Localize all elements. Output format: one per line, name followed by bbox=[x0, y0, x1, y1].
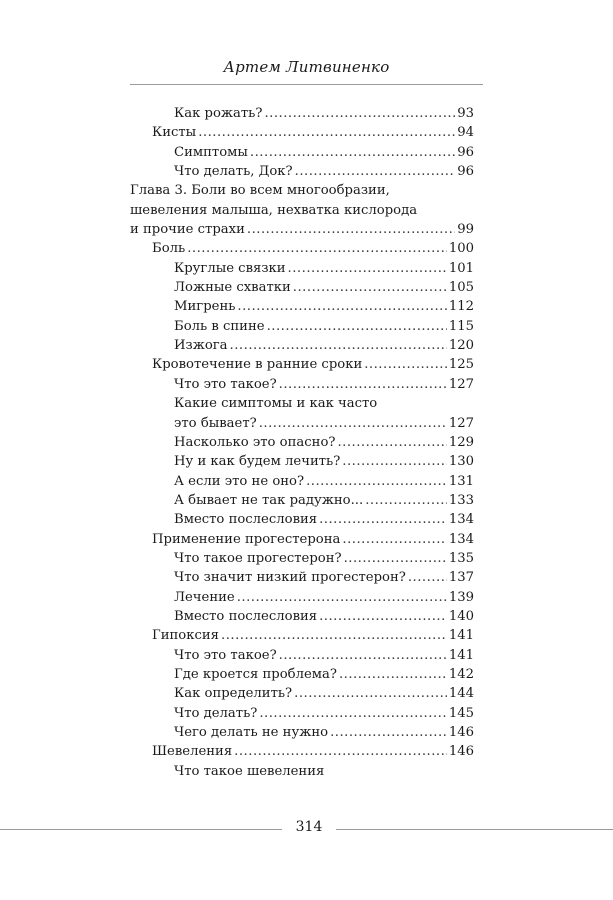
toc-entry-title: Ложные схватки bbox=[174, 280, 291, 296]
dot-leader bbox=[230, 336, 447, 355]
toc-entry-title: Применение прогестерона bbox=[152, 531, 341, 547]
dot-leader bbox=[365, 491, 447, 510]
dot-leader bbox=[319, 510, 447, 529]
dot-leader bbox=[408, 568, 447, 587]
toc-entry bbox=[130, 336, 474, 355]
toc-entry-title: Симптомы bbox=[174, 144, 248, 160]
dot-leader bbox=[288, 259, 447, 278]
dot-leader bbox=[319, 607, 447, 626]
dot-leader bbox=[342, 452, 447, 471]
toc-entry bbox=[130, 704, 474, 723]
page-number: 314 bbox=[295, 819, 323, 835]
toc-entry bbox=[130, 278, 474, 297]
toc-entry-page: 137 bbox=[448, 570, 474, 586]
toc-entry bbox=[130, 530, 474, 549]
dot-leader bbox=[294, 684, 447, 703]
toc-entry-title: это бывает? bbox=[174, 415, 257, 431]
dot-leader bbox=[247, 220, 455, 239]
toc-entry-page: 101 bbox=[448, 260, 474, 276]
dot-leader bbox=[364, 355, 447, 374]
toc-entry-title: Мигрень bbox=[174, 299, 236, 315]
toc-entry-page: 99 bbox=[457, 222, 474, 238]
toc-entry-title: Гипоксия bbox=[152, 628, 219, 644]
toc-entry bbox=[130, 723, 474, 742]
dot-leader bbox=[279, 646, 447, 665]
toc-entry-title: Что такое прогестерон? bbox=[174, 550, 342, 566]
toc-entry bbox=[130, 181, 474, 200]
dot-leader bbox=[259, 704, 446, 723]
toc-entry-page: 94 bbox=[457, 125, 474, 141]
toc-entry bbox=[130, 220, 474, 239]
toc-entry-page: 141 bbox=[448, 647, 474, 663]
toc-entry-page: 112 bbox=[448, 299, 474, 315]
toc-entry bbox=[130, 491, 474, 510]
toc-entry bbox=[130, 549, 474, 568]
toc-entry-title: Чего делать не нужно bbox=[174, 725, 329, 740]
toc-entry-title: Боль в спине bbox=[174, 318, 265, 334]
dot-leader bbox=[330, 723, 447, 742]
toc-entry-title: А если это не оно? bbox=[174, 473, 305, 489]
toc-entry-title: Вместо послесловия bbox=[174, 512, 318, 528]
toc-entry-title: Лечение bbox=[174, 589, 235, 605]
toc-entry-page: 115 bbox=[448, 318, 474, 334]
dot-leader bbox=[295, 162, 456, 181]
dot-leader bbox=[221, 626, 447, 645]
toc-entry bbox=[130, 510, 474, 529]
toc-entry-title: А бывает не так радужно... bbox=[174, 492, 364, 508]
dot-leader bbox=[306, 472, 447, 491]
toc-entry-title: Как рожать? bbox=[174, 106, 263, 121]
toc-entry bbox=[130, 297, 474, 316]
toc-entry-page: 100 bbox=[448, 241, 474, 257]
toc-entry bbox=[130, 162, 474, 181]
toc-entry-title: Как определить? bbox=[174, 686, 293, 702]
toc-entry bbox=[130, 201, 474, 220]
table-of-contents bbox=[130, 104, 474, 781]
toc-entry bbox=[130, 626, 474, 645]
toc-entry-title: Что делать, Док? bbox=[174, 164, 293, 180]
toc-entry-title: шевеления малыша, нехватка кислорода bbox=[130, 202, 418, 218]
toc-entry bbox=[130, 742, 474, 761]
toc-entry-title: Что значит низкий прогестерон? bbox=[174, 570, 406, 586]
dot-leader bbox=[342, 530, 446, 549]
toc-entry bbox=[130, 607, 474, 626]
dot-leader bbox=[237, 588, 447, 607]
footer-divider-left bbox=[0, 829, 282, 830]
toc-entry bbox=[130, 762, 474, 781]
toc-entry-page: 127 bbox=[448, 415, 474, 431]
toc-entry-page: 145 bbox=[448, 705, 474, 721]
toc-entry bbox=[130, 684, 474, 703]
toc-entry bbox=[130, 452, 474, 471]
dot-leader bbox=[337, 433, 446, 452]
toc-entry-title: Круглые связки bbox=[174, 260, 286, 276]
toc-entry-page: 139 bbox=[448, 589, 474, 605]
toc-entry-page: 135 bbox=[448, 550, 474, 566]
toc-entry-title: Кровотечение в ранние сроки bbox=[152, 357, 363, 373]
toc-entry-title: Кисты bbox=[152, 125, 197, 141]
toc-entry-title: Ну и как будем лечить? bbox=[174, 454, 341, 470]
dot-leader bbox=[187, 239, 447, 258]
toc-entry-page: 120 bbox=[448, 338, 474, 354]
toc-entry-title: Насколько это опасно? bbox=[174, 434, 336, 450]
toc-entry bbox=[130, 568, 474, 587]
dot-leader bbox=[234, 742, 447, 761]
toc-entry bbox=[130, 355, 474, 374]
dot-leader bbox=[279, 375, 447, 394]
toc-entry-page: 146 bbox=[448, 725, 474, 740]
toc-entry-page: 142 bbox=[448, 666, 474, 682]
toc-entry-page: 93 bbox=[457, 106, 474, 121]
toc-entry bbox=[130, 317, 474, 336]
toc-entry-title: Что это такое? bbox=[174, 647, 277, 663]
toc-entry bbox=[130, 394, 474, 413]
dot-leader bbox=[237, 297, 446, 316]
toc-entry-page: 127 bbox=[448, 376, 474, 392]
toc-entry-title: Где кроется проблема? bbox=[174, 666, 337, 682]
toc-entry bbox=[130, 143, 474, 162]
dot-leader bbox=[293, 278, 447, 297]
toc-entry-page: 133 bbox=[448, 492, 474, 508]
toc-entry bbox=[130, 123, 474, 142]
dot-leader bbox=[250, 143, 455, 162]
toc-entry bbox=[130, 239, 474, 258]
toc-entry-page: 134 bbox=[448, 512, 474, 528]
dot-leader bbox=[267, 317, 447, 336]
toc-entry-title: Что делать? bbox=[174, 705, 258, 721]
toc-entry-page: 130 bbox=[448, 454, 474, 470]
toc-entry-page: 141 bbox=[448, 628, 474, 644]
toc-entry bbox=[130, 414, 474, 433]
toc-entry-page: 125 bbox=[448, 357, 474, 373]
toc-entry bbox=[130, 104, 474, 123]
toc-entry-title: Глава 3. Боли во всем многообразии, bbox=[130, 183, 390, 199]
toc-entry-page: 140 bbox=[448, 608, 474, 624]
toc-entry bbox=[130, 665, 474, 684]
toc-entry-title: Что это такое? bbox=[174, 376, 277, 392]
toc-entry-title: Вместо послесловия bbox=[174, 608, 318, 624]
dot-leader bbox=[259, 414, 447, 433]
running-head: Артем Литвиненко bbox=[223, 58, 390, 76]
toc-entry-page: 105 bbox=[448, 280, 474, 296]
toc-entry bbox=[130, 472, 474, 491]
header-divider bbox=[130, 84, 483, 85]
dot-leader bbox=[264, 104, 455, 123]
toc-entry-page: 131 bbox=[448, 473, 474, 489]
toc-entry bbox=[130, 646, 474, 665]
dot-leader bbox=[344, 549, 447, 568]
toc-entry-page: 134 bbox=[448, 531, 474, 547]
toc-entry-title: и прочие страхи bbox=[130, 222, 245, 238]
toc-entry-title: Что такое шевеления bbox=[174, 763, 325, 779]
toc-entry-page: 96 bbox=[457, 164, 474, 180]
toc-entry-page: 96 bbox=[457, 144, 474, 160]
toc-entry-page: 146 bbox=[448, 744, 474, 760]
toc-entry-page: 144 bbox=[448, 686, 474, 702]
toc-entry bbox=[130, 375, 474, 394]
toc-entry-title: Боль bbox=[152, 241, 186, 257]
toc-entry-title: Изжога bbox=[174, 338, 228, 354]
toc-entry bbox=[130, 588, 474, 607]
toc-entry-title: Какие симптомы и как часто bbox=[174, 396, 378, 412]
toc-entry bbox=[130, 433, 474, 452]
toc-entry bbox=[130, 259, 474, 278]
dot-leader bbox=[198, 123, 455, 142]
dot-leader bbox=[339, 665, 447, 684]
toc-entry-page: 129 bbox=[448, 434, 474, 450]
footer-divider-right bbox=[336, 829, 613, 830]
toc-entry-title: Шевеления bbox=[152, 744, 233, 760]
